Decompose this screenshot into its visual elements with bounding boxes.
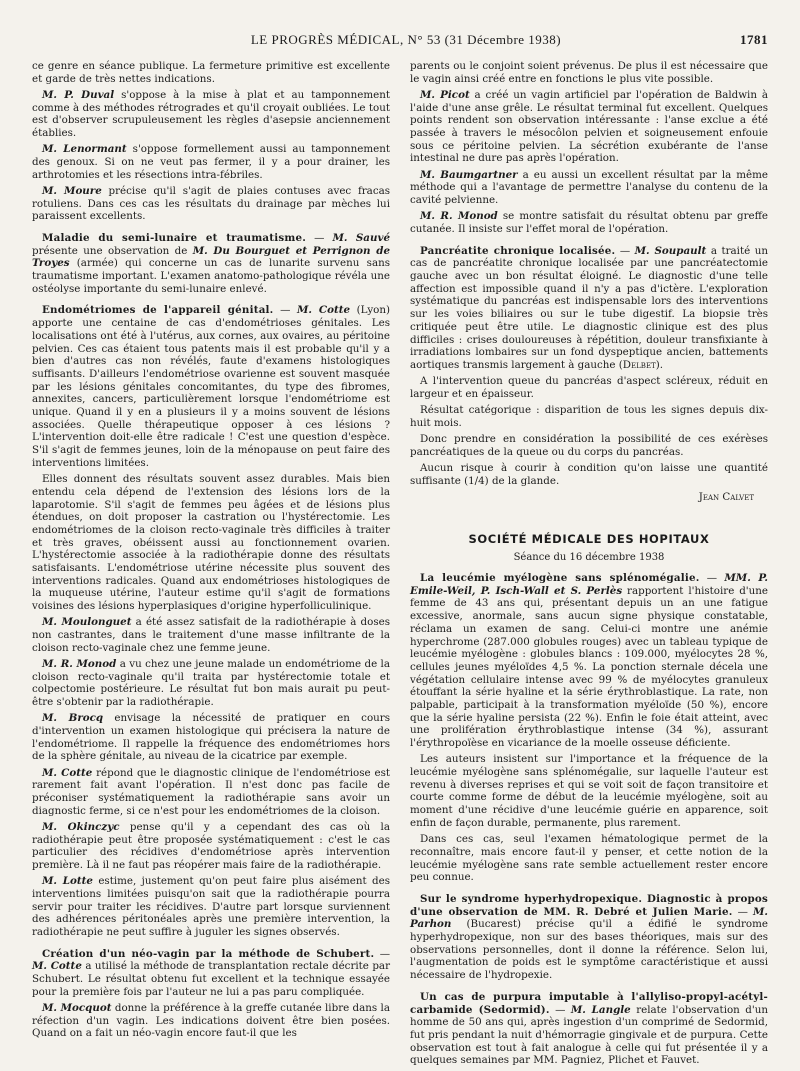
speaker-name: M. Parhon <box>410 905 768 931</box>
section-heading: Un cas de purpura imputable à l'allyliso-propyl-acétyl-carbamide (Sedormid). <box>410 990 768 1016</box>
paragraph-text: se montre satisfait du résultat obtenu par greffe cutanée. Il insiste sur l'effet moral de l'opération. <box>410 210 768 235</box>
section-paragraph <box>410 572 768 750</box>
paragraph <box>410 210 768 235</box>
speaker-name: MM. P. Emile-Weil, P. Isch-Wall et S. Perlès <box>410 572 769 597</box>
dash: — <box>374 947 390 960</box>
paragraph <box>32 875 390 939</box>
section-heading: La leucémie myélogène sans splénomégalie. <box>420 572 700 585</box>
paragraph <box>32 185 390 223</box>
paragraph-text: (Bucarest) précise qu'il a édifié le syndrome hyperhydropexique, non sur des bases théoriques, mais sur des observations personnelles, dont il donne la référence. Selon lui, l'augmentation de poids est le symptôme caractéristique et aussi nécessaire de l'hydropexie. <box>410 918 768 982</box>
paragraph <box>32 658 390 709</box>
speaker-name: M. Cotte <box>297 304 351 317</box>
text-columns <box>32 60 768 1071</box>
speaker-name: M. Lotte <box>42 875 93 888</box>
section-heading: Création d'un néo-vagin par la méthode de Schubert. <box>42 947 375 960</box>
paragraph-text: a été assez satisfait de la radiothérapie à doses non castrantes, dans le traitement d'une masse infiltrante de la cloison recto-vaginale chez une femme jeune. <box>32 616 390 654</box>
session-date: Séance du 16 décembre 1938 <box>513 551 665 563</box>
paragraph-text: a créé un vagin artificiel par l'opération de Baldwin à l'aide d'une anse grêle. Le résultat terminal fut excellent. Quelques points rendent son observation intéressante : l'anse exclue a été passée à travers le mésocôlon pelvien et soigneusement enfouie sous ce péritoine pelvien. La sécrétion exubérante de l'anse intestinal ne dure pas après l'opération. <box>410 88 768 165</box>
speaker-name: M. Okinczyc <box>42 820 120 833</box>
speaker-name: M. Du Bourguet et Perrignon de Troyes <box>32 244 390 270</box>
speaker-name: M. Mocquot <box>42 1002 112 1015</box>
paragraph-text: (Lyon) apporte une centaine de cas d'endométrioses génitales. Les localisations ont été à l'utérus, aux cornes, aux ovaires, au péritoine pelvien. Ces cas étaient tous patents mais il est probable qu'il y a bien d'autres cas non révélés, faute d'examens histologiques suffisants. D'ailleurs l'endométriose ovarienne est souvent masquée par les lésions génitales concomitantes, du type des fibromes, annexites, cancers, particulièrement lorsque l'endométriome est unique. Quand il y en a plusieurs il y a moins souvent de lésions associées. Quelle thérapeutique opposer à ces lésions ? L'intervention doit-elle être radicale ! C'est une question d'espèce. S'il s'agit de femmes jeunes, loin de la ménopause on peut faire des interventions limitées. <box>32 304 390 469</box>
paragraph-text: a vu chez une jeune malade un endométriome de la cloison recto-vaginale qu'il traita par hystérectomie totale et colpectomie postérieure. Le résultat fut bon mais aurait pu peut-être s'obtenir par la radiothérapie. <box>32 657 390 709</box>
speaker-name: M. Picot <box>420 88 470 101</box>
speaker-name: M. R. Monod <box>420 210 498 223</box>
speaker-name: M. Langle <box>570 1003 631 1016</box>
paragraph-text: ). <box>655 358 664 371</box>
paragraph: Aucun risque à courir à condition qu'on laisse une quantité suffisante (1/4) de la glande. <box>410 461 768 487</box>
paragraph-text: répond que le diagnostic clinique de l'endométriose est rarement fait avant l'opération. Il n'est donc pas facile de préconiser systématiquement la radiothérapie sans avoir un diagnostic ferme, si ce n'est pour les endométriomes de la cloison. <box>32 766 390 817</box>
speaker-name: M. Cotte <box>42 766 93 779</box>
paragraph: ce genre en séance publique. La fermeture primitive est excellente et garde de très nettes indications. <box>32 60 390 85</box>
paragraph: Elles donnent des résultats souvent assez durables. Mais bien entendu cela dépend de l'extension des lésions lors de la laparotomie. S'il s'agit de femmes peu âgées et de lésions plus étendues, on doit proposer la castration ou l'hystérectomie. Les endométriomes de la cloison recto-vaginale très difficiles à traiter et très graves, obéissent aussi au fonctionnement ovarien. L'hystérectomie associée à la radiothérapie donne des résultats satisfaisants. L'endométriose utérine nécessite plus souvent des interventions radicales. Quand aux endométrioses histologiques de la muqueuse utérine, l'auteur estime qu'il s'agit de formations voisines des lésions hyperplasiques d'origine hyperfolliculinique. <box>32 473 390 613</box>
paragraph-text: présente une observation de <box>32 244 193 257</box>
journal-title: LE PROGRÈS MÉDICAL, N° 53 (31 Décembre 1938) <box>250 32 562 47</box>
speaker-name: M. Soupault <box>634 244 707 257</box>
page-header <box>32 32 768 50</box>
paragraph <box>32 767 390 818</box>
speaker-name: M. R. Monod <box>42 657 117 670</box>
paragraph-text: s'oppose formellement aussi au tamponnement des genoux. Si on ne veut pas fermer, il y a pour drainer, les arthrotomies et les résections intra-fébriles. <box>32 143 390 181</box>
paragraph <box>32 1002 390 1040</box>
speaker-name: M. Lenormant <box>42 143 127 156</box>
dash: — <box>732 905 754 918</box>
paragraph-text: a traité un cas de pancréatite chronique localisée par une pancréatectomie gauche avec un bon résultat éloigné. Le diagnostic d'une telle affection est impossible quand il n'y a pas d'ictère. L'exploration systématique du pancréas est indispensable lors des interventions sur les voies biliaires ou sur le tube digestif. La biopsie très critiquée peut être utile. Le diagnostic clinique est des plus difficiles : crises douloureuses à répétition, douleur transfixiante à irradiations lombaires sur un fond dyspeptique ancien, battements aortiques transmis largement à gauche ( <box>410 244 768 371</box>
paragraph <box>32 143 390 181</box>
dash: — <box>699 572 725 585</box>
paragraph: A l'intervention queue du pancréas d'aspect scléreux, réduit en largeur et en épaisseur. <box>410 375 768 400</box>
speaker-name: M. Sauvé <box>332 231 390 244</box>
paragraph: Résultat catégorique : disparition de tous les signes depuis dix-huit mois. <box>410 404 768 429</box>
paragraph: Dans ces cas, seul l'examen hématologique permet de la reconnaître, mais encore faut-il y penser, et cette notion de la leucémie myélogène sans rate semble actuellement rester encore peu connue. <box>410 833 768 884</box>
section-paragraph <box>410 245 768 372</box>
page-number: 1781 <box>740 32 768 47</box>
paragraph-text: a eu aussi un excellent résultat par la même méthode qui a l'avantage de permettre l'analyse du contenu de la cavité pelvienne. <box>410 168 768 207</box>
paragraph <box>410 89 768 165</box>
paragraph-text: s'oppose à la mise à plat et au tamponnement comme à des méthodes rétrogrades et qu'il croyait oubliées. Le tout est d'observer scrupuleusement les règles d'asepsie anciennement établies. <box>32 88 390 140</box>
speaker-name: M. Baumgartner <box>420 168 518 181</box>
speaker-name: M. Moulonguet <box>42 616 132 629</box>
paragraph-text: a utilisé la méthode de transplantation rectale décrite par Schubert. Le résultat obtenu fut excellent et la technique essayée pour la première fois par l'auteur ne lui a pas paru compliquée. <box>32 960 390 998</box>
speaker-name: M. Brocq <box>42 712 104 725</box>
paragraph-text: estime, justement qu'on peut faire plus aisément des interventions limitées puisqu'on sait que la radiothérapie pourra servir pour traiter les récidives. D'autre part lorsque surviennent des adhérences péritonéales après une première intervention, la radiothérapie ne peut suffire à juguler les signes observés. <box>32 875 390 938</box>
paragraph-text: précise qu'il s'agit de plaies contuses avec fracas rotuliens. Dans ces cas les résultats du drainage par mèches lui paraissent excellents. <box>32 184 391 223</box>
paragraph <box>32 712 390 763</box>
paragraph <box>410 169 768 207</box>
paragraph-text: rapportent l'histoire d'une femme de 43 ans qui, présentant depuis un an une fatigue excessive, anormale, sans aucun signe physique constatable, réclama un examen de sang. Celui-ci montre une anémie hyperchrome (287.000 globules rouges) avec un tableau typique de leucémie myélogène : globules blancs : 109.000, myélocytes 28 %, cellules jeunes myéloïdes 4,5 %. La ponction sternale décela une végétation cellulaire intense avec 99 % de myélocytes granuleux étouffant la série hyaline et la série érythroblastique. La rate, non palpable, participait à la transformation myéloïde (50 %), encore que la série hyaline persista (22 %). Enfin le foie était atteint, avec une prolifération érythroblastique intense (34 %), assurant l'érythropoïèse en vicariance de la moelle osseuse déficiente. <box>410 584 768 750</box>
speaker-name: M. Moure <box>42 184 102 197</box>
paragraph <box>32 616 390 654</box>
paragraph-text: relate l'observation d'un homme de 50 ans qui, après ingestion d'un comprimé de Sedormid, fut pris pendant la nuit d'hémorragie gingivale et de purpura. Cette observation est tout à fait analogue à celle qui fut présentée il y a quelques semaines par MM. Pagniez, Plichet et Fauvet. <box>410 1003 768 1067</box>
dash: — <box>273 304 297 317</box>
paragraph-text: (armée) qui concerne un cas de lunarite survenu sans traumatisme important. L'examen anatomo-pathologique révéla une ostéolyse importante du semi-lunaire enlevé. <box>32 257 390 295</box>
speaker-name: M. P. Duval <box>42 88 115 101</box>
society-title: SOCIÉTÉ MÉDICALE DES HOPITAUX <box>468 531 710 546</box>
section-paragraph <box>32 304 390 469</box>
right-column <box>410 60 768 1071</box>
paragraph <box>32 89 390 140</box>
section-paragraph <box>32 948 390 999</box>
citation: Delbet <box>622 358 656 371</box>
dash: — <box>549 1003 571 1016</box>
section-paragraph <box>32 232 390 296</box>
paragraph: parents ou le conjoint soient prévenus. De plus il est nécessaire que le vagin ainsi créé entre en fonctions le plus vite possible. <box>410 60 768 85</box>
section-paragraph <box>410 991 768 1067</box>
dash: — <box>306 231 333 244</box>
section-heading: Maladie du semi-lunaire et traumatisme. <box>42 231 306 244</box>
paragraph-text: envisage la nécessité de pratiquer en cours d'intervention un examen histologique qui précisera la nature de l'endométriome. Il rappelle la fréquence des endométriomes hors de la sphère génitale, au niveau de la cicatrice par exemple. <box>32 712 390 763</box>
section-paragraph <box>410 893 768 982</box>
section-heading: Endométriomes de l'appareil génital. <box>42 304 274 317</box>
section-heading: Pancréatite chronique localisée. <box>420 244 616 257</box>
paragraph: Les auteurs insistent sur l'importance et la fréquence de la leucémie myélogène sans splénomégalie, sur laquelle l'auteur est revenu à diverses reprises et qui se voit soit de façon transitoire et courte comme forme de début de la leucémie myélogène, soit au moment d'une récidive d'une leucémie guérie en apparence, soit enfin de façon durable, permanente, plus rarement. <box>410 753 768 829</box>
paragraph-text: pense qu'il y a cependant des cas où la radiothérapie peut être proposée systématiquement : c'est le cas particulier des récidives d'endométriose après intervention première. Là il ne faut pas réopérer mais faire de la radiothérapie. <box>32 820 390 871</box>
section-heading: Sur le syndrome hyperhydropexique. Diagnostic à propos d'une observation de MM. R. Debré et Julien Marie. <box>410 892 768 918</box>
dash: — <box>615 244 635 257</box>
author-signature: Jean Calvet <box>698 490 754 503</box>
speaker-name: M. Cotte <box>32 960 82 973</box>
paragraph-text: donne la préférence à la greffe cutanée libre dans la réfection d'un vagin. Les indications doivent être bien posées. Quand on a fait un néo-vagin encore faut-il que les <box>32 1002 390 1040</box>
paragraph: Donc prendre en considération la possibilité de ces exérèses pancréatiques de la queue ou du corps du pancréas. <box>410 432 768 458</box>
paragraph <box>32 821 390 872</box>
left-column <box>32 60 390 1071</box>
